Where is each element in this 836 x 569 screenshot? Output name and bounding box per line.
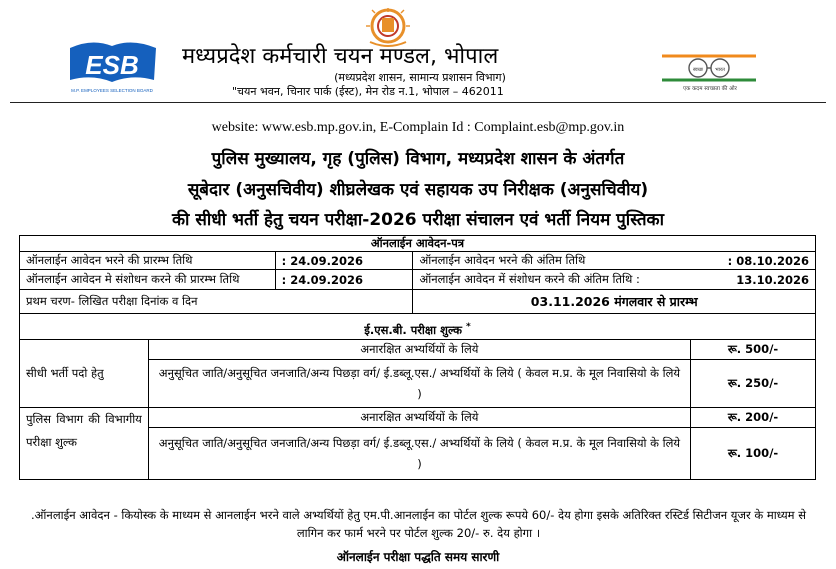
correction-end-label: ऑनलाईन आवेदन में संशोधन करने की अंतिम तिथि : bbox=[413, 270, 691, 290]
fee-heading: ई.एस.बी. परीक्षा शुल्क bbox=[364, 323, 462, 338]
org-title: मध्यप्रदेश कर्मचारी चयन मण्डल, भोपाल bbox=[182, 44, 499, 69]
fee-group-label: सीधी भर्ती पदो हेतु bbox=[20, 340, 149, 408]
correction-start-value: : 24.09.2026 bbox=[275, 270, 413, 290]
org-subtitle: (मध्यप्रदेश शासन, सामान्य प्रशासन विभाग) bbox=[334, 71, 506, 84]
fee-amount: रू. 500/- bbox=[691, 340, 816, 360]
portal-fee-note: .ऑनलाईन आवेदन - कियोस्क के माध्यम से आनलाईन भरने वाले अभ्यर्थियों हेतु एम.पी.आनलाईन का पोर्टल शुल्क रूपये 60/- देय होगा इसके अतिरिक्त रस्टिर्ड सिटीजन यूजर के माध्यम से लागिन कर फार्म भरने पर पोर्टल शुल्क 20/- रु. देय होगा । bbox=[31, 508, 806, 540]
fee-category: अनुसूचित जाति/अनुसूचित जनजाति/अन्य पिछड़ा वर्ग/ ई.डब्लू.एस./ अभ्यर्थियों के लिये ( केवल म.प्र. के मूल निवासियो के लिये ) bbox=[148, 360, 690, 408]
table-row bbox=[20, 252, 816, 270]
correction-end-value: 13.10.2026 bbox=[691, 270, 816, 290]
table-row bbox=[20, 340, 816, 360]
exam-schedule-heading: ऑनलाईन परीक्षा पद्धति समय सारणी bbox=[336, 550, 500, 564]
correction-start-label: ऑनलाईन आवेदन मे संशोधन करने की प्रारम्भ तिथि bbox=[20, 270, 276, 290]
swachh-bharat-logo bbox=[658, 50, 762, 94]
exam-date-value: 03.11.2026 मंगलवार से प्रारम्भ bbox=[413, 290, 816, 314]
schedule-table bbox=[19, 235, 816, 480]
fee-amount: रू. 250/- bbox=[691, 360, 816, 408]
state-emblem-icon bbox=[362, 6, 414, 48]
swachh-caption: एक कदम स्वच्छता की ओर bbox=[683, 86, 737, 92]
logo-subtext: M.P. EMPLOYEES SELECTION BOARD bbox=[71, 88, 153, 93]
table-row bbox=[20, 270, 816, 290]
table-row bbox=[20, 408, 816, 428]
online-application-heading: ऑनलाईन आवेदन-पत्र bbox=[20, 236, 816, 252]
end-date-label: ऑनलाईन आवेदन भरने की अंतिम तिथि bbox=[413, 252, 691, 270]
table-row bbox=[20, 236, 816, 252]
doc-title-line-2: सूबेदार (अनुसचिवीय) शीघ्रलेखक एवं सहायक उप निरीक्षक (अनुसचिवीय) bbox=[187, 180, 649, 200]
exam-date-label: प्रथम चरण- लिखित परीक्षा दिनांक व दिन bbox=[20, 290, 413, 314]
table-row bbox=[20, 322, 816, 340]
logo-text: ESB bbox=[85, 50, 139, 80]
fee-amount: रू. 100/- bbox=[691, 428, 816, 480]
website-line: website: www.esb.mp.gov.in, E-Complain Id : Complaint.esb@mp.gov.in bbox=[211, 120, 625, 135]
doc-title-line-3: की सीधी भर्ती हेतु चयन परीक्षा-2026 परीक्षा संचालन एवं भर्ती नियम पुस्तिका bbox=[172, 210, 664, 230]
start-date-label: ऑनलाईन आवेदन भरने की प्रारम्भ तिथि bbox=[20, 252, 276, 270]
fee-heading-mark: * bbox=[466, 322, 471, 333]
fee-category: अनुसूचित जाति/अनुसूचित जनजाति/अन्य पिछड़ा वर्ग/ ई.डब्लू.एस./ अभ्यर्थियों के लिये ( केवल म.प्र. के मूल निवासियो के लिये ) bbox=[148, 428, 690, 480]
org-address: "चयन भवन, चिनार पार्क (ईस्ट), मेन रोड न.1, भोपाल – 462011 bbox=[232, 85, 504, 98]
fee-amount: रू. 200/- bbox=[691, 408, 816, 428]
fee-category: अनारक्षित अभ्यर्थियों के लिये bbox=[148, 340, 690, 360]
swachh-left-text: स्वच्छ bbox=[692, 67, 704, 73]
header-divider bbox=[10, 102, 826, 103]
swachh-right-text: भारत bbox=[715, 67, 725, 73]
esb-logo bbox=[62, 40, 162, 96]
doc-title-line-1: पुलिस मुख्यालय, गृह (पुलिस) विभाग, मध्यप्रदेश शासन के अंतर्गत bbox=[211, 149, 625, 169]
fee-category: अनारक्षित अभ्यर्थियों के लिये bbox=[148, 408, 690, 428]
end-date-value: : 08.10.2026 bbox=[691, 252, 816, 270]
fee-group-label: पुलिस विभाग की विभागीय परीक्षा शुल्क bbox=[20, 408, 149, 480]
start-date-value: : 24.09.2026 bbox=[275, 252, 413, 270]
table-row bbox=[20, 290, 816, 314]
